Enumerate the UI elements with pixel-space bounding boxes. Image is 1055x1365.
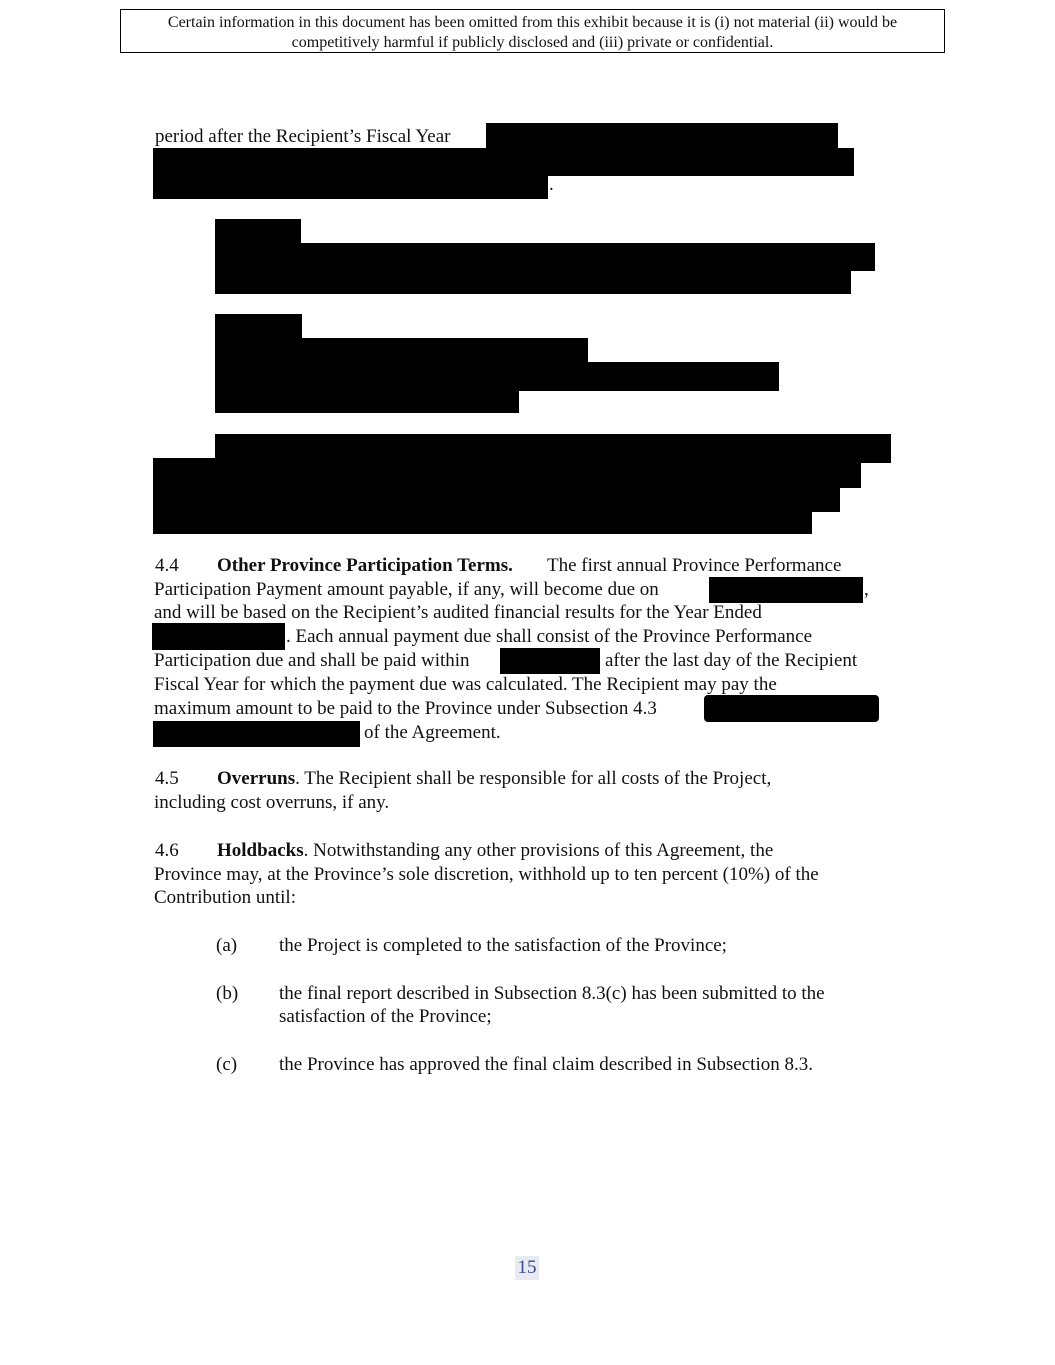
redaction-block bbox=[153, 721, 360, 747]
section-4-4-line-5b: after the last day of the Recipient bbox=[605, 650, 858, 671]
intro-trailing-period: . bbox=[549, 174, 554, 195]
redaction-block bbox=[153, 486, 840, 512]
list-item-text: the Project is completed to the satisfaction of the Province; bbox=[279, 935, 727, 956]
redaction-block bbox=[486, 123, 838, 149]
section-4-4-line-6: Fiscal Year for which the payment due was calculated. The Recipient may pay the bbox=[154, 674, 777, 695]
redaction-block bbox=[215, 219, 301, 245]
redaction-block bbox=[153, 175, 548, 199]
redaction-block bbox=[215, 362, 779, 391]
section-4-4-line-1: The first annual Province Performance bbox=[547, 555, 842, 576]
redaction-block bbox=[500, 648, 600, 674]
section-4-6-line-2: Province may, at the Province’s sole discretion, withhold up to ten percent (10%) of the bbox=[154, 864, 819, 885]
section-4-6-line-3: Contribution until: bbox=[154, 887, 296, 908]
section-4-4-line-8: of the Agreement. bbox=[364, 722, 501, 743]
list-item-label: (c) bbox=[216, 1054, 238, 1075]
redaction-block bbox=[215, 270, 851, 294]
section-4-6-number: 4.6 bbox=[155, 840, 179, 861]
redaction-block bbox=[153, 148, 854, 176]
section-4-5-number: 4.5 bbox=[155, 768, 179, 789]
section-4-4-number: 4.4 bbox=[155, 555, 179, 576]
redaction-block bbox=[704, 695, 879, 722]
section-4-5-heading: Overruns bbox=[217, 768, 296, 789]
redaction-block bbox=[153, 458, 861, 488]
section-4-4-heading: Other Province Participation Terms. bbox=[217, 555, 513, 576]
section-4-5-line-1-text: . The Recipient shall be responsible for all costs of the Project, bbox=[295, 768, 772, 789]
section-4-4-line-3: and will be based on the Recipient’s audited financial results for the Year Ended bbox=[154, 602, 762, 623]
section-4-4-line-4: . Each annual payment due shall consist of the Province Performance bbox=[286, 626, 813, 647]
section-4-5-line-1 bbox=[217, 767, 771, 791]
list-item-text: the Province has approved the final claim described in Subsection 8.3. bbox=[279, 1054, 813, 1075]
section-4-4-line-2: Participation Payment amount payable, if any, will become due on bbox=[154, 579, 659, 600]
redaction-block bbox=[215, 243, 875, 271]
confidentiality-notice bbox=[120, 9, 945, 53]
notice-line-1: Certain information in this document has been omitted from this exhibit because it is (i) not material (ii) would be bbox=[167, 14, 898, 31]
list-item-text: the final report described in Subsection 8.3(c) has been submitted to the bbox=[279, 983, 825, 1004]
redaction-block bbox=[215, 389, 519, 413]
page-number: 15 bbox=[515, 1256, 539, 1280]
section-4-6-line-1 bbox=[217, 839, 773, 863]
notice-line-2: competitively harmful if publicly disclosed and (iii) private or confidential. bbox=[291, 34, 774, 51]
section-4-5-line-2: including cost overruns, if any. bbox=[154, 792, 390, 813]
redaction-block bbox=[153, 510, 812, 534]
section-4-6-line-1-text: . Notwithstanding any other provisions of this Agreement, the bbox=[303, 840, 774, 861]
redaction-block bbox=[152, 623, 285, 650]
redaction-block bbox=[215, 338, 588, 364]
intro-fragment: period after the Recipient’s Fiscal Year bbox=[155, 126, 451, 147]
section-4-4-line-2-comma: , bbox=[864, 579, 869, 600]
redaction-block bbox=[709, 577, 863, 603]
list-item-label: (b) bbox=[216, 983, 239, 1004]
list-item-label: (a) bbox=[216, 935, 238, 956]
section-4-6-heading: Holdbacks bbox=[217, 840, 304, 861]
section-4-4-line-5a: Participation due and shall be paid within bbox=[154, 650, 470, 671]
redaction-block bbox=[215, 314, 302, 340]
section-4-4-line-7: maximum amount to be paid to the Province under Subsection 4.3 bbox=[154, 698, 657, 719]
list-item-text: satisfaction of the Province; bbox=[279, 1006, 492, 1027]
